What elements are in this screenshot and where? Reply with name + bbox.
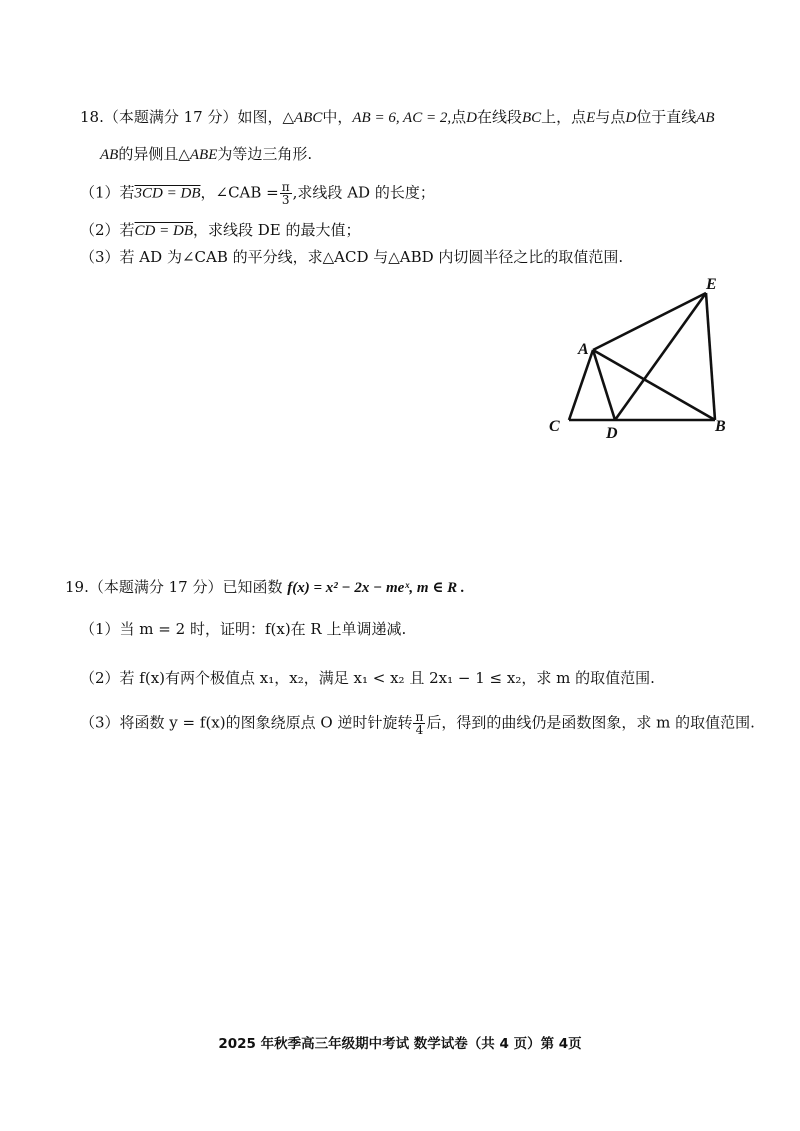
- q18-p1-label: （1）若: [80, 183, 135, 202]
- q18-point-e: E: [586, 110, 596, 126]
- q18-part3: （3）若 AD 为∠CAB 的平分线，求△ACD 与△ABD 内切圆半径之比的取值范围.: [80, 248, 624, 266]
- q18-part1: [80, 181, 435, 206]
- q19-part2: （2）若 f(x)有两个极值点 x₁，x₂，满足 x₁ < x₂ 且 2x₁ − 1 ≤ x₂，求 m 的取值范围.: [80, 669, 655, 687]
- label-d: D: [606, 425, 618, 442]
- q18-stem-2: 点: [451, 108, 467, 126]
- q18-seg-bc: BC: [521, 110, 542, 126]
- q18-p1-tail: ,求线段 AD 的长度；: [292, 183, 435, 202]
- q18-p2-vector-eq: CD = DB: [134, 223, 194, 239]
- q18-stem-3: 在线段: [476, 108, 522, 126]
- seg-eb: [706, 293, 715, 420]
- seg-ca: [569, 350, 593, 420]
- q18-p2-tail: ，求线段 DE 的最大值；: [193, 221, 361, 239]
- q18-stem-1: 中，: [322, 108, 353, 126]
- q19-p3-fraction: [413, 711, 425, 736]
- q19-part1: （1）当 m = 2 时，证明：f(x)在 R 上单调递减.: [80, 620, 407, 638]
- q19-p3-frac-den: 4: [415, 723, 424, 737]
- q18-line1: [80, 106, 715, 129]
- q18-p1-fraction: [280, 181, 292, 206]
- label-a: A: [578, 341, 589, 358]
- q18-line2-a: 的异侧且: [118, 145, 179, 163]
- q18-stem-5: 与点: [595, 108, 626, 126]
- q18-stem-4: 上，点: [541, 108, 587, 126]
- q19-part3: [80, 711, 755, 736]
- label-c: C: [549, 418, 560, 435]
- q18-figure: [540, 272, 740, 442]
- q18-line2-b: 为等边三角形.: [217, 145, 313, 163]
- q19-function: f(x) = x² − 2x − meˣ, m ∈ R .: [287, 580, 465, 596]
- label-e: E: [706, 276, 717, 293]
- q18-point-d-2: D: [625, 110, 637, 126]
- q18-tri-abc: △ABC: [282, 110, 323, 126]
- q19-p3-a: （3）将函数 y = f(x)的图象绕原点 O 逆时针旋转: [80, 713, 413, 732]
- q18-p1-vector-eq: 3CD = DB: [134, 185, 201, 202]
- q18-p1-frac-num: π: [281, 180, 290, 194]
- q18-point-d: D: [466, 110, 477, 126]
- q18-p2-label: （2）若: [80, 221, 135, 239]
- seg-de: [615, 293, 706, 420]
- q18-conditions: AB = 6, AC = 2,: [352, 110, 452, 126]
- q19-p3-frac-num: π: [415, 710, 424, 724]
- q19-header: 19.（本题满分 17 分）已知函数: [65, 578, 283, 596]
- q18-part2: [80, 219, 361, 242]
- q18-header: 18.（本题满分 17 分）如图，: [80, 108, 283, 126]
- page-footer: 2025 年秋季高三年级期中考试 数学试卷（共 4 页）第 4页: [218, 1036, 582, 1052]
- label-b: B: [715, 418, 726, 435]
- q18-line-ab: AB: [696, 110, 715, 126]
- q18-p1-angle: ，∠CAB =: [200, 183, 279, 202]
- q18-tri-abe: △ABE: [178, 147, 218, 163]
- seg-ae: [593, 293, 706, 350]
- q19-p3-b: 后，得到的曲线仍是函数图象，求 m 的取值范围.: [426, 713, 755, 732]
- q19-line1: [65, 576, 465, 599]
- q18-stem-6: 位于直线: [636, 108, 697, 126]
- q18-line2: [100, 143, 312, 166]
- q18-p1-frac-den: 3: [281, 193, 290, 207]
- q18-line2-ab: AB: [100, 147, 119, 163]
